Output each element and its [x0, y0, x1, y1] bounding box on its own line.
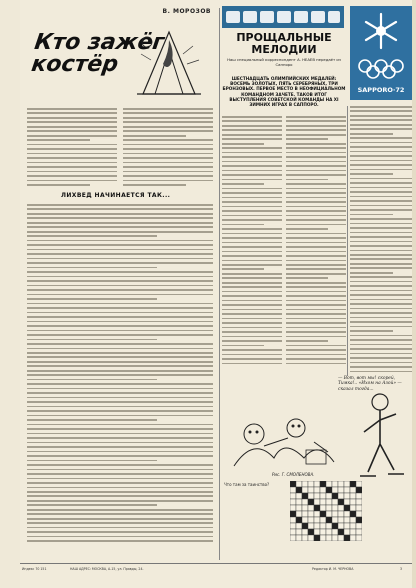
page-number: 3: [400, 567, 403, 571]
crossword-cell: [326, 487, 332, 493]
crossword-cell: [356, 493, 362, 499]
crossword-cell: [332, 529, 338, 535]
crossword-cell: [338, 535, 344, 541]
crossword-cell: [314, 493, 320, 499]
crossword-cell: [344, 499, 350, 505]
olympic-emblem: [350, 6, 412, 100]
crossword-cell: [290, 517, 296, 523]
crossword-cell: [344, 529, 350, 535]
crossword-cell: [350, 523, 356, 529]
intro-text-col1: [27, 108, 117, 188]
crossword-cell: [320, 505, 326, 511]
crossword-cell: [338, 511, 344, 517]
title-line-1: Кто зажёг: [32, 30, 166, 55]
intro-text-col2: [123, 108, 213, 188]
inner-column-divider: [347, 106, 348, 376]
luge-icon: [311, 11, 325, 23]
crossword-cell: [290, 529, 296, 535]
title-line-2: МЕЛОДИИ: [251, 43, 317, 56]
crossword-cell: [350, 535, 356, 541]
crossword-cell: [320, 511, 326, 517]
crossword-cell: [350, 511, 356, 517]
crossword-cell: [338, 523, 344, 529]
crossword-cell: [308, 517, 314, 523]
crossword-cell: [356, 499, 362, 505]
crossword-cell: [290, 535, 296, 541]
crossword-cell: [314, 505, 320, 511]
body-text: [27, 204, 213, 556]
skater-illustration: [350, 386, 410, 496]
crossword-cell: [296, 529, 302, 535]
crossword-cell: [302, 517, 308, 523]
footer-index: Индекс 70 151: [22, 567, 47, 571]
crossword-cell: [332, 487, 338, 493]
crossword-cell: [326, 493, 332, 499]
crossword-cell: [344, 535, 350, 541]
crossword-cell: [302, 511, 308, 517]
crossword-cell: [320, 535, 326, 541]
crossword-cell: [308, 481, 314, 487]
crossword-cell: [350, 499, 356, 505]
crossword-cell: [326, 529, 332, 535]
crossword-cell: [302, 493, 308, 499]
right-article: [222, 6, 412, 561]
crossword-cell: [302, 487, 308, 493]
crossword-cell: [356, 481, 362, 487]
crossword-cell: [302, 505, 308, 511]
crossword-cell: [314, 481, 320, 487]
crossword-cell: [308, 511, 314, 517]
crossword-cell: [332, 523, 338, 529]
body-text-col1: [222, 116, 282, 376]
crossword-cell: [344, 523, 350, 529]
crossword-cell: [320, 517, 326, 523]
crossword-cell: [290, 481, 296, 487]
article-lede: ШЕСТНАДЦАТЬ ОЛИМПИЙСКИХ МЕДАЛЕЙ: ВОСЕМЬ ЗОЛОТЫХ, ПЯТЬ СЕРЕБРЯНЫХ, ТРИ БРОНЗОВЫХ. ПЕРВОЕ МЕСТО В НЕОФИЦИАЛЬНОМ КОМАНДНОМ ЗАЧЕТЕ. ТАКОВ ИТОГ ВЫСТУПЛЕНИЯ СОВЕТСКОЙ КОМАНДЫ НА XI ЗИМНИХ ИГРАХ В САППОРО.: [222, 76, 346, 108]
snowflake-icon: [362, 12, 400, 50]
crossword-cell: [296, 487, 302, 493]
crossword-cell: [326, 535, 332, 541]
biathlon-icon: [294, 11, 308, 23]
crossword-cell: [302, 499, 308, 505]
crossword-cell: [320, 499, 326, 505]
crossword-cell: [290, 511, 296, 517]
crossword-cell: [350, 487, 356, 493]
crossword-cell: [290, 523, 296, 529]
quote-block: — Вот, вот мы! скорей, Тимка!.. «Ихом на Азой» — сказал тогда...: [338, 376, 402, 392]
crossword-cell: [314, 487, 320, 493]
article-author: В. МОРОЗОВ: [162, 8, 211, 15]
hockey-icon: [260, 11, 274, 23]
olympic-rings-icon: [356, 58, 406, 80]
skier-icon: [226, 11, 240, 23]
crossword-cell: [350, 529, 356, 535]
crossword-cell: [326, 505, 332, 511]
crossword-cell: [302, 523, 308, 529]
crossword-cell: [290, 505, 296, 511]
crossword-cell: [356, 505, 362, 511]
crossword-cell: [326, 511, 332, 517]
right-edge: [412, 0, 416, 588]
crossword-cell: [314, 499, 320, 505]
crossword-cell: [350, 481, 356, 487]
bonfire-illustration: [133, 24, 205, 98]
crossword-cell: [290, 487, 296, 493]
headline-block: [27, 20, 213, 102]
crossword-cell: [308, 535, 314, 541]
crossword-cell: [326, 499, 332, 505]
crossword-cell: [302, 481, 308, 487]
crossword-cell: [356, 517, 362, 523]
crossword-cell: [356, 529, 362, 535]
crossword-cell: [350, 493, 356, 499]
crossword-cell: [332, 517, 338, 523]
crossword-cell: [302, 529, 308, 535]
crossword-cell: [356, 487, 362, 493]
crossword-cell: [296, 499, 302, 505]
crossword-cell: [314, 511, 320, 517]
crossword-cell: [290, 499, 296, 505]
article-title: [222, 32, 346, 56]
crossword-cell: [314, 535, 320, 541]
body-text-col2: [286, 116, 346, 376]
crossword-cell: [356, 523, 362, 529]
crossword-cell: [296, 505, 302, 511]
crossword-cell: [338, 517, 344, 523]
crossword-cell: [332, 535, 338, 541]
crossword-cell: [320, 529, 326, 535]
ski-jump-icon: [277, 11, 291, 23]
crossword-cell: [326, 523, 332, 529]
crossword-cell: [344, 481, 350, 487]
crossword-cell: [350, 505, 356, 511]
crossword-cell: [308, 487, 314, 493]
crossword-cell: [296, 511, 302, 517]
crossword-cell: [332, 505, 338, 511]
crossword-cell: [296, 481, 302, 487]
crossword-cell: [344, 517, 350, 523]
footer-editor: Редактор И. М. ЧЕРНОВА: [312, 567, 354, 571]
crossword-cell: [338, 487, 344, 493]
title-line-1: ПРОЩАЛЬНЫЕ: [236, 31, 332, 44]
crossword-cell: [350, 517, 356, 523]
crossword-cell: [320, 487, 326, 493]
title-line-2: костёр: [29, 52, 120, 77]
crossword-cell: [308, 493, 314, 499]
crossword-puzzle: [290, 481, 362, 541]
crossword-cell: [356, 535, 362, 541]
crossword-cell: [332, 481, 338, 487]
footer-address: НАШ АДРЕС: МОСКВА, А-15, ул. Правды, 24.: [70, 567, 144, 571]
crossword-cell: [344, 487, 350, 493]
crossword-cell: [338, 493, 344, 499]
column-divider: [219, 8, 220, 560]
crossword-cell: [332, 511, 338, 517]
crossword-cell: [308, 523, 314, 529]
crossword-cell: [338, 481, 344, 487]
crossword-cell: [314, 517, 320, 523]
crossword-cell: [314, 529, 320, 535]
crossword-cell: [296, 517, 302, 523]
crossword-cell: [290, 493, 296, 499]
body-text-col3: [350, 106, 412, 376]
crossword-cell: [320, 523, 326, 529]
sports-icons-bar: [222, 6, 344, 28]
crossword-cell: [296, 523, 302, 529]
crossword-cell: [302, 535, 308, 541]
cartoon-illustration: [224, 406, 344, 478]
crossword-cell: [314, 523, 320, 529]
crossword-cell: [296, 535, 302, 541]
crossword-cell: [320, 493, 326, 499]
crossword-cell: [308, 499, 314, 505]
crossword-cell: [338, 529, 344, 535]
left-article: [25, 6, 215, 561]
bobsleigh-icon: [328, 11, 340, 23]
sapporo-label: SAPPORO·72: [357, 86, 405, 94]
crossword-cell: [308, 505, 314, 511]
crossword-cell: [344, 493, 350, 499]
crossword-cell: [332, 499, 338, 505]
crossword-cell: [326, 481, 332, 487]
crossword-cell: [338, 505, 344, 511]
cartoon-caption: Что там за таинство?: [224, 482, 270, 487]
crossword-cell: [338, 499, 344, 505]
crossword-cell: [332, 493, 338, 499]
crossword-cell: [320, 481, 326, 487]
left-margin: [0, 0, 20, 588]
cartoon-credit: Рис. Г. СМОЛЕНОВА.: [272, 472, 315, 477]
skater-icon: [243, 11, 257, 23]
crossword-cell: [356, 511, 362, 517]
crossword-cell: [344, 511, 350, 517]
crossword-cell: [344, 505, 350, 511]
section-subhead: ЛИХВЕД НАЧИНАЕТСЯ ТАК...: [61, 192, 171, 199]
article-subtitle: Наш специальный корреспондент А. НЕАЕВ передаёт из Саппоро: [227, 57, 341, 67]
crossword-cell: [326, 517, 332, 523]
crossword-cell: [296, 493, 302, 499]
crossword-cell: [308, 529, 314, 535]
page-footer: [20, 563, 412, 586]
